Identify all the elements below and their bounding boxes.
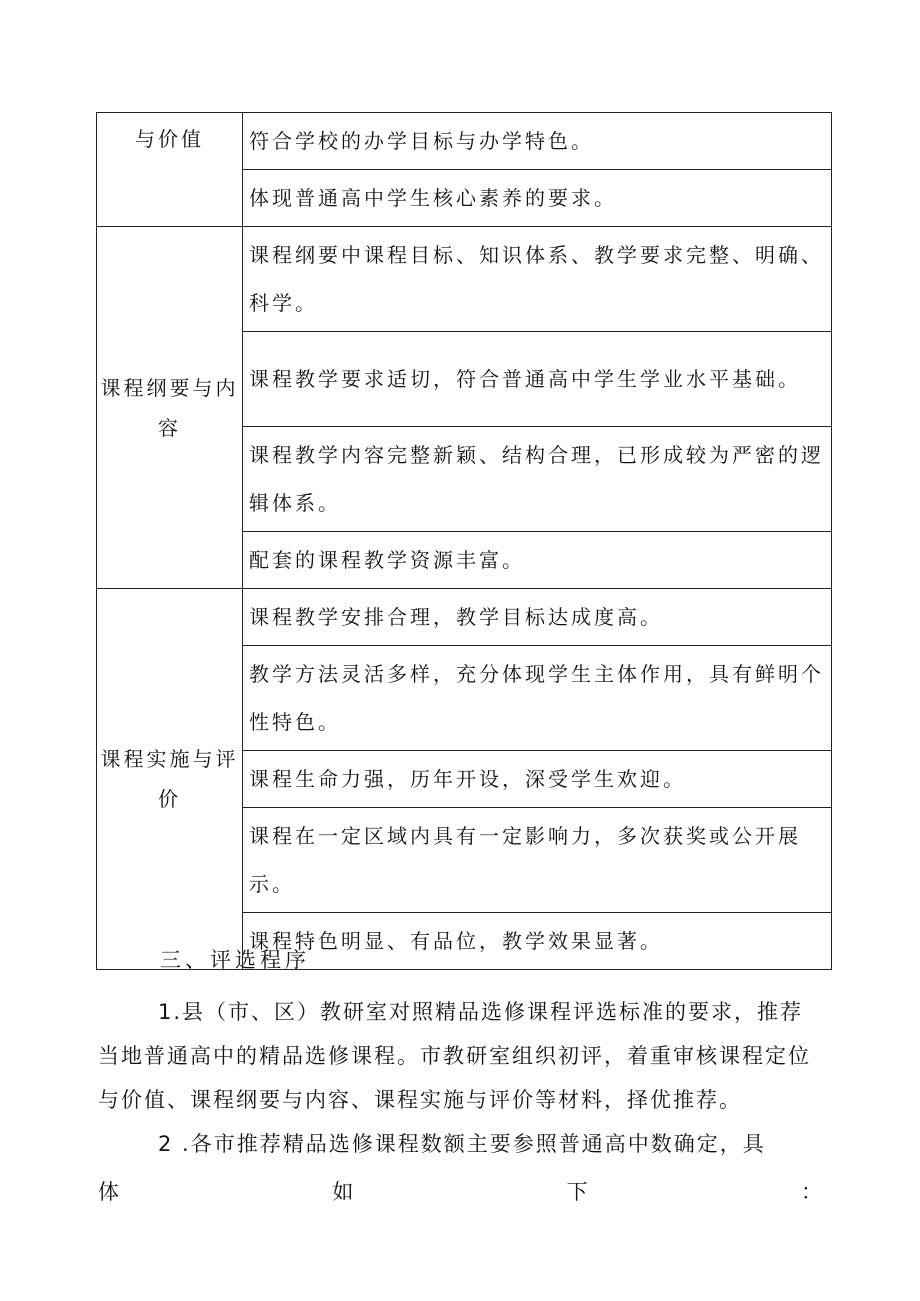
spread-char: ： [800,1180,822,1204]
category-cell: 课程纲要与内容 [97,227,243,589]
criterion-cell: 教学方法灵活多样，充分体现学生主体作用，具有鲜明个性特色。 [243,646,832,751]
paragraph: 1.县（市、区）教研室对照精品选修课程评选标准的要求，推荐当地普通高中的精品选修课程。市教研室组织初评，着重审核课程定位与价值、课程纲要与内容、课程实施与评价等材料，择优推荐。 [98,1000,811,1112]
criterion-cell: 课程生命力强，历年开设，深受学生欢迎。 [243,751,832,808]
criterion-cell: 课程教学内容完整新颖、结构合理，已形成较为严密的逻辑体系。 [243,427,832,532]
criterion-cell: 配套的课程教学资源丰富。 [243,532,832,589]
criterion-cell: 课程在一定区域内具有一定影响力，多次获奖或公开展示。 [243,808,832,913]
spread-char: 体 [98,1180,119,1204]
criterion-cell: 课程纲要中课程目标、知识体系、教学要求完整、明确、科学。 [243,227,832,332]
criterion-cell: 课程特色明显、有品位，教学效果显著。 [243,913,832,970]
criterion-cell: 体现普通高中学生核心素养的要求。 [243,170,832,227]
spread-char: 下 [566,1180,588,1204]
section-heading: 三、评选程序 [160,948,310,972]
criterion-cell: 符合学校的办学目标与办学特色。 [243,113,832,170]
spread-char: 如 [332,1180,354,1204]
paragraph-continuation [98,1176,822,1206]
criterion-cell: 课程教学要求适切，符合普通高中学生学业水平基础。 [243,332,832,427]
category-cell: 与价值 [97,113,243,227]
category-cell: 课程实施与评价 [97,589,243,970]
criteria-table [96,112,832,970]
paragraph: 2 .各市推荐精品选修课程数额主要参照普通高中数确定，具 [158,1132,766,1156]
criterion-cell: 课程教学安排合理，教学目标达成度高。 [243,589,832,646]
